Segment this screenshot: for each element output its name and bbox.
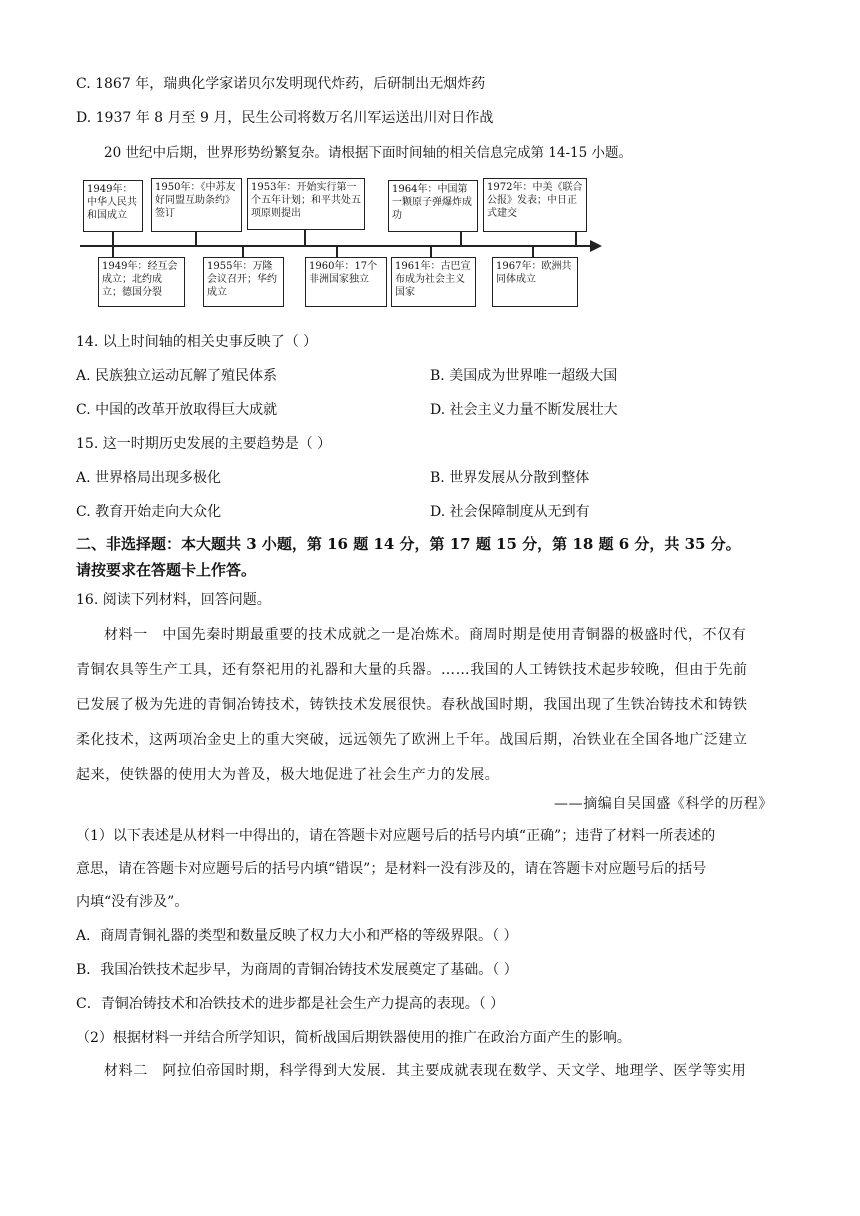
q16-sub2: （2）根据材料一并结合所学知识，简析战国后期铁器使用的推广在政治方面产生的影响。 bbox=[76, 1030, 631, 1046]
q15-option-c: C. 教育开始走向大众化 bbox=[76, 504, 222, 520]
tick bbox=[112, 247, 114, 257]
timeline-bottom-1967: 1967年：欧洲共同体成立 bbox=[492, 257, 578, 307]
timeline-top-1950: 1950年：《中苏友好同盟互助条约》签订 bbox=[151, 178, 242, 232]
timeline-top-1972: 1972年：中美《联合公报》发表；中日正式建交 bbox=[483, 178, 587, 232]
timeline-bottom-1949: 1949年：经互会成立；北约成立；德国分裂 bbox=[98, 257, 185, 307]
timeline-arrow-icon bbox=[590, 240, 602, 252]
tick bbox=[112, 232, 114, 246]
tick bbox=[195, 232, 197, 246]
material1-line: 青铜农具等生产工具，还有祭祀用的礼器和大量的兵器。……我国的人工铸铁技术起步较晚，但由于先前 bbox=[76, 662, 748, 678]
section2-header: 二、非选择题：本大题共 3 小题，第 16 题 14 分，第 17 题 15 分，第 18 题 6 分，共 35 分。 bbox=[76, 535, 741, 553]
option-c-prev: C. 1867 年，瑞典化学家诺贝尔发明现代炸药，后研制出无烟炸药 bbox=[76, 76, 486, 92]
q14-option-d: D. 社会主义力量不断发展壮大 bbox=[430, 402, 618, 418]
material1-source: ——摘编自吴国盛《科学的历程》 bbox=[554, 796, 773, 812]
q15-stem: 15. 这一时期历史发展的主要趋势是（ ） bbox=[76, 436, 332, 452]
q14-option-a: A. 民族独立运动瓦解了殖民体系 bbox=[76, 368, 278, 384]
tick bbox=[304, 230, 306, 246]
q16-sub1-line: （1）以下表述是从材料一中得出的，请在答题卡对应题号后的括号内填“正确”；违背了材料一所表述的 bbox=[76, 828, 716, 844]
q16-sub1-line: 内填“没有涉及”。 bbox=[76, 894, 189, 910]
q15-option-b: B. 世界发展从分散到整体 bbox=[430, 470, 590, 486]
tick bbox=[575, 232, 577, 246]
tick bbox=[242, 247, 244, 257]
material1-line: 起来，使铁器的使用大为普及，极大地促进了社会生产力的发展。 bbox=[76, 767, 500, 783]
q16-sub1-line: 意思，请在答题卡对应题号后的括号内填“错误”；是材料一没有涉及的，请在答题卡对应题号后的括号 bbox=[76, 861, 707, 877]
q15-option-d: D. 社会保障制度从无到有 bbox=[430, 504, 590, 520]
tick bbox=[430, 247, 432, 257]
timeline-intro: 20 世纪中后期，世界形势纷繁复杂。请根据下面时间轴的相关信息完成第 14-15 小题。 bbox=[104, 145, 632, 161]
material1-line: 柔化技术，这两项冶金史上的重大突破，远远领先了欧洲上千年。战国后期，冶铁业在全国各地广泛建立 bbox=[76, 732, 748, 748]
q16-stem: 16. 阅读下列材料，回答问题。 bbox=[76, 592, 271, 608]
timeline-bottom-1955: 1955年：万隆会议召开；华约成立 bbox=[203, 257, 284, 307]
timeline-bottom-1961: 1961年：古巴宣布成为社会主义国家 bbox=[391, 257, 476, 307]
judge-b: B．我国冶铁技术起步早，为商周的青铜冶铸技术发展奠定了基础。（ ） bbox=[76, 962, 518, 978]
judge-c: C．青铜冶铸技术和冶铁技术的进步都是社会生产力提高的表现。（ ） bbox=[76, 996, 505, 1012]
option-d-prev: D. 1937 年 8 月至 9 月，民生公司将数万名川军运送出川对日作战 bbox=[76, 110, 494, 126]
q14-option-b: B. 美国成为世界唯一超级大国 bbox=[430, 368, 618, 384]
material2-line: 材料二 阿拉伯帝国时期，科学得到大发展．其主要成就表现在数学、天文学、地理学、医学等实用 bbox=[104, 1063, 747, 1079]
tick bbox=[336, 247, 338, 257]
timeline-top-1964: 1964年：中国第一颗原子弹爆炸成功 bbox=[388, 180, 478, 232]
timeline-bottom-1960: 1960年：17个非洲国家独立 bbox=[305, 257, 387, 307]
timeline-top-1949: 1949年：中华人民共和国成立 bbox=[83, 180, 143, 232]
q15-option-a: A. 世界格局出现多极化 bbox=[76, 470, 222, 486]
q14-option-c: C. 中国的改革开放取得巨大成就 bbox=[76, 402, 278, 418]
material1-line: 已发展了极为先进的青铜冶铸技术，铸铁技术发展很快。春秋战国时期，我国出现了生铁冶铸技术和铸铁 bbox=[76, 697, 748, 713]
q14-stem: 14. 以上时间轴的相关史事反映了（ ） bbox=[76, 334, 318, 350]
section2-instruction: 请按要求在答题卡上作答。 bbox=[76, 561, 257, 579]
material1-line: 材料一 中国先秦时期最重要的技术成就之一是冶炼术。商周时期是使用青铜器的极盛时代，不仅有 bbox=[104, 627, 747, 643]
tick bbox=[460, 232, 462, 246]
tick bbox=[532, 247, 534, 257]
judge-a: A．商周青铜礼器的类型和数量反映了权力大小和严格的等级界限。（ ） bbox=[76, 928, 518, 944]
timeline-top-1953: 1953年：开始实行第一个五年计划；和平共处五项原则提出 bbox=[247, 178, 365, 230]
timeline-figure bbox=[80, 170, 610, 320]
